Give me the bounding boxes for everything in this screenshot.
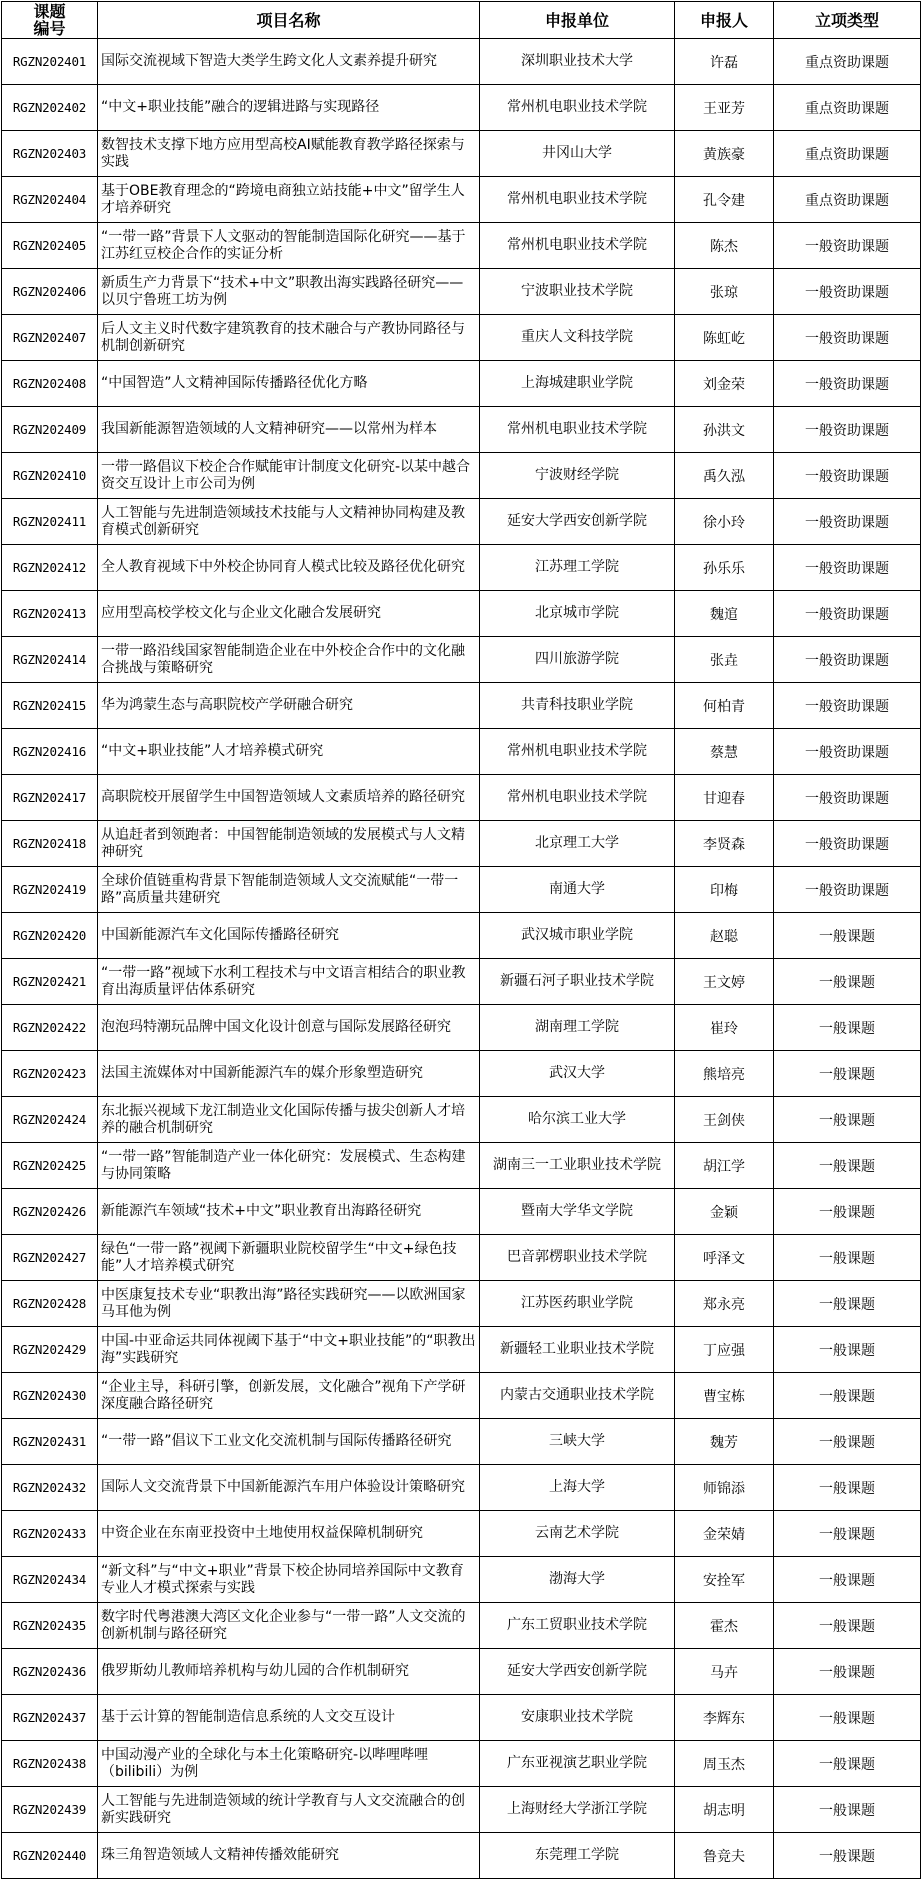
project-type: 一般课题 [774, 1741, 921, 1787]
applicant-person: 张垚 [675, 637, 774, 683]
project-code: RGZN202431 [2, 1419, 98, 1465]
project-code: RGZN202408 [2, 361, 98, 407]
project-type: 一般课题 [774, 1005, 921, 1051]
table-row [2, 85, 921, 131]
table-row [2, 1649, 921, 1695]
applicant-person: 霍杰 [675, 1603, 774, 1649]
project-name: 国际人文交流背景下中国新能源汽车用户体验设计策略研究 [98, 1465, 480, 1511]
table-row [2, 1511, 921, 1557]
project-type: 一般资助课题 [774, 637, 921, 683]
applicant-unit: 延安大学西安创新学院 [480, 499, 675, 545]
applicant-unit: 共青科技职业学院 [480, 683, 675, 729]
applicant-unit: 上海城建职业学院 [480, 361, 675, 407]
project-name: 华为鸿蒙生态与高职院校产学研融合研究 [98, 683, 480, 729]
table-row [2, 1235, 921, 1281]
project-name: 国际交流视域下智造大类学生跨文化人文素养提升研究 [98, 39, 480, 85]
project-code: RGZN202434 [2, 1557, 98, 1603]
project-type: 一般课题 [774, 1327, 921, 1373]
project-code: RGZN202437 [2, 1695, 98, 1741]
applicant-unit: 上海大学 [480, 1465, 675, 1511]
project-code: RGZN202406 [2, 269, 98, 315]
project-code: RGZN202436 [2, 1649, 98, 1695]
project-type: 一般课题 [774, 1557, 921, 1603]
table-row [2, 545, 921, 591]
applicant-unit: 延安大学西安创新学院 [480, 1649, 675, 1695]
project-type: 一般资助课题 [774, 683, 921, 729]
project-code: RGZN202413 [2, 591, 98, 637]
applicant-person: 甘迎春 [675, 775, 774, 821]
table-row [2, 1787, 921, 1833]
project-name: 数字时代粤港澳大湾区文化企业参与“一带一路”人文交流的创新机制与路径研究 [98, 1603, 480, 1649]
table-row [2, 315, 921, 361]
project-name: 基于OBE教育理念的“跨境电商独立站技能+中文”留学生人才培养研究 [98, 177, 480, 223]
header-row [2, 2, 921, 39]
applicant-person: 陈虹屹 [675, 315, 774, 361]
table-row [2, 361, 921, 407]
applicant-person: 李贤森 [675, 821, 774, 867]
project-code: RGZN202426 [2, 1189, 98, 1235]
table-row [2, 1833, 921, 1879]
applicant-person: 马卉 [675, 1649, 774, 1695]
table-row [2, 453, 921, 499]
project-name: 基于云计算的智能制造信息系统的人文交互设计 [98, 1695, 480, 1741]
project-type: 重点资助课题 [774, 39, 921, 85]
project-name: 高职院校开展留学生中国智造领域人文素质培养的路径研究 [98, 775, 480, 821]
applicant-person: 孙洪文 [675, 407, 774, 453]
applicant-person: 安拴军 [675, 1557, 774, 1603]
applicant-unit: 常州机电职业技术学院 [480, 223, 675, 269]
project-type: 一般课题 [774, 1833, 921, 1879]
project-code: RGZN202435 [2, 1603, 98, 1649]
project-name: 人工智能与先进制造领域技术技能与人文精神协同构建及教育模式创新研究 [98, 499, 480, 545]
table-row [2, 407, 921, 453]
table-row [2, 1741, 921, 1787]
project-name: “中文+职业技能”人才培养模式研究 [98, 729, 480, 775]
project-name: 一带一路沿线国家智能制造企业在中外校企合作中的文化融合挑战与策略研究 [98, 637, 480, 683]
applicant-unit: 广东亚视演艺职业学院 [480, 1741, 675, 1787]
header-unit: 申报单位 [480, 2, 675, 39]
project-name: 我国新能源智造领域的人文精神研究——以常州为样本 [98, 407, 480, 453]
project-type: 一般课题 [774, 1281, 921, 1327]
project-code: RGZN202403 [2, 131, 98, 177]
project-type: 一般资助课题 [774, 361, 921, 407]
project-code: RGZN202415 [2, 683, 98, 729]
header-code [2, 2, 98, 39]
table-row [2, 729, 921, 775]
project-code: RGZN202423 [2, 1051, 98, 1097]
table-body [2, 39, 921, 1879]
applicant-unit: 宁波职业技术学院 [480, 269, 675, 315]
table-row [2, 1143, 921, 1189]
project-type: 一般资助课题 [774, 499, 921, 545]
project-code: RGZN202419 [2, 867, 98, 913]
project-type: 一般课题 [774, 1373, 921, 1419]
project-type: 一般课题 [774, 1235, 921, 1281]
table-row [2, 1465, 921, 1511]
applicant-person: 金颖 [675, 1189, 774, 1235]
project-type: 一般课题 [774, 1051, 921, 1097]
table-row [2, 1281, 921, 1327]
project-name: 新质生产力背景下“技术+中文”职教出海实践路径研究——以贝宁鲁班工坊为例 [98, 269, 480, 315]
table-row [2, 591, 921, 637]
project-code: RGZN202418 [2, 821, 98, 867]
project-type: 一般资助课题 [774, 407, 921, 453]
project-type: 一般课题 [774, 1511, 921, 1557]
project-name: 人工智能与先进制造领域的统计学教育与人文交流融合的创新实践研究 [98, 1787, 480, 1833]
project-code: RGZN202422 [2, 1005, 98, 1051]
project-name: 一带一路倡议下校企合作赋能审计制度文化研究-以某中越合资交互设计上市公司为例 [98, 453, 480, 499]
applicant-unit: 三峡大学 [480, 1419, 675, 1465]
applicant-unit: 上海财经大学浙江学院 [480, 1787, 675, 1833]
table-row [2, 683, 921, 729]
applicant-person: 魏芳 [675, 1419, 774, 1465]
applicant-person: 孙乐乐 [675, 545, 774, 591]
table-row [2, 1327, 921, 1373]
applicant-person: 王剑侠 [675, 1097, 774, 1143]
project-code: RGZN202411 [2, 499, 98, 545]
applicant-person: 呼泽文 [675, 1235, 774, 1281]
applicant-person: 李辉东 [675, 1695, 774, 1741]
applicant-person: 鲁竞夫 [675, 1833, 774, 1879]
applicant-person: 王亚芳 [675, 85, 774, 131]
project-name: 中国动漫产业的全球化与本土化策略研究-以哔哩哔哩（bilibili）为例 [98, 1741, 480, 1787]
project-name: “一带一路”背景下人文驱动的智能制造国际化研究——基于江苏红豆校企合作的实证分析 [98, 223, 480, 269]
header-type: 立项类型 [774, 2, 921, 39]
applicant-person: 丁应强 [675, 1327, 774, 1373]
project-code: RGZN202433 [2, 1511, 98, 1557]
project-type: 一般资助课题 [774, 867, 921, 913]
project-code: RGZN202417 [2, 775, 98, 821]
project-type: 一般课题 [774, 959, 921, 1005]
table-row [2, 867, 921, 913]
table-row [2, 1051, 921, 1097]
applicant-unit: 常州机电职业技术学院 [480, 177, 675, 223]
table-row [2, 1373, 921, 1419]
project-name: 中国新能源汽车文化国际传播路径研究 [98, 913, 480, 959]
project-code: RGZN202409 [2, 407, 98, 453]
project-code: RGZN202432 [2, 1465, 98, 1511]
project-type: 一般课题 [774, 1143, 921, 1189]
project-code: RGZN202440 [2, 1833, 98, 1879]
project-code: RGZN202416 [2, 729, 98, 775]
project-name: 新能源汽车领域“技术+中文”职业教育出海路径研究 [98, 1189, 480, 1235]
project-code: RGZN202404 [2, 177, 98, 223]
applicant-unit: 内蒙古交通职业技术学院 [480, 1373, 675, 1419]
project-name: “一带一路”倡议下工业文化交流机制与国际传播路径研究 [98, 1419, 480, 1465]
project-code: RGZN202428 [2, 1281, 98, 1327]
project-name: 全球价值链重构背景下智能制造领域人文交流赋能“一带一路”高质量共建研究 [98, 867, 480, 913]
applicant-person: 赵聪 [675, 913, 774, 959]
table-row [2, 269, 921, 315]
project-type: 一般课题 [774, 1189, 921, 1235]
applicant-unit: 宁波财经学院 [480, 453, 675, 499]
project-name: 中医康复技术专业“职教出海”路径实践研究——以欧洲国家马耳他为例 [98, 1281, 480, 1327]
project-type: 一般课题 [774, 1649, 921, 1695]
project-type: 一般课题 [774, 1787, 921, 1833]
table-row [2, 131, 921, 177]
project-name: 中国-中亚命运共同体视阈下基于“中文+职业技能”的“职教出海”实践研究 [98, 1327, 480, 1373]
project-name: 后人文主义时代数字建筑教育的技术融合与产教协同路径与机制创新研究 [98, 315, 480, 361]
applicant-unit: 新疆石河子职业技术学院 [480, 959, 675, 1005]
project-code: RGZN202438 [2, 1741, 98, 1787]
project-code: RGZN202412 [2, 545, 98, 591]
project-type: 一般资助课题 [774, 269, 921, 315]
applicant-unit: 江苏理工学院 [480, 545, 675, 591]
table-row [2, 637, 921, 683]
applicant-unit: 常州机电职业技术学院 [480, 407, 675, 453]
table-row [2, 177, 921, 223]
applicant-unit: 广东工贸职业技术学院 [480, 1603, 675, 1649]
applicant-unit: 巴音郭楞职业技术学院 [480, 1235, 675, 1281]
project-name: “中国智造”人文精神国际传播路径优化方略 [98, 361, 480, 407]
applicant-person: 张琼 [675, 269, 774, 315]
project-code: RGZN202405 [2, 223, 98, 269]
applicant-person: 印梅 [675, 867, 774, 913]
table-row [2, 1189, 921, 1235]
project-type: 一般课题 [774, 1695, 921, 1741]
project-type: 一般课题 [774, 1465, 921, 1511]
applicant-person: 王文婷 [675, 959, 774, 1005]
applicant-unit: 江苏医药职业学院 [480, 1281, 675, 1327]
project-table [1, 1, 921, 1879]
applicant-unit: 重庆人文科技学院 [480, 315, 675, 361]
applicant-person: 孔令建 [675, 177, 774, 223]
applicant-unit: 常州机电职业技术学院 [480, 85, 675, 131]
applicant-unit: 深圳职业技术大学 [480, 39, 675, 85]
project-name: 东北振兴视域下龙江制造业文化国际传播与拔尖创新人才培养的融合机制研究 [98, 1097, 480, 1143]
applicant-person: 崔玲 [675, 1005, 774, 1051]
project-code: RGZN202424 [2, 1097, 98, 1143]
table-row [2, 223, 921, 269]
project-code: RGZN202402 [2, 85, 98, 131]
table-row [2, 775, 921, 821]
table-row [2, 1603, 921, 1649]
applicant-unit: 云南艺术学院 [480, 1511, 675, 1557]
applicant-unit: 武汉城市职业学院 [480, 913, 675, 959]
table-row [2, 499, 921, 545]
applicant-person: 徐小玲 [675, 499, 774, 545]
project-code: RGZN202420 [2, 913, 98, 959]
header-person: 申报人 [675, 2, 774, 39]
project-name: 珠三角智造领域人文精神传播效能研究 [98, 1833, 480, 1879]
project-type: 一般课题 [774, 1097, 921, 1143]
project-name: 全人教育视域下中外校企协同育人模式比较及路径优化研究 [98, 545, 480, 591]
applicant-person: 胡志明 [675, 1787, 774, 1833]
applicant-unit: 渤海大学 [480, 1557, 675, 1603]
project-name: “新文科”与“中文+职业”背景下校企协同培养国际中文教育专业人才模式探索与实践 [98, 1557, 480, 1603]
applicant-unit: 四川旅游学院 [480, 637, 675, 683]
project-code: RGZN202429 [2, 1327, 98, 1373]
project-name: “一带一路”智能制造产业一体化研究：发展模式、生态构建与协同策略 [98, 1143, 480, 1189]
applicant-unit: 湖南三一工业职业技术学院 [480, 1143, 675, 1189]
table-row [2, 1005, 921, 1051]
project-name: “中文+职业技能”融合的逻辑进路与实现路径 [98, 85, 480, 131]
project-name: 应用型高校学校文化与企业文化融合发展研究 [98, 591, 480, 637]
project-name: “企业主导，科研引擎，创新发展，文化融合”视角下产学研深度融合路径研究 [98, 1373, 480, 1419]
header-code-line2: 编号 [33, 19, 66, 38]
project-type: 重点资助课题 [774, 177, 921, 223]
project-name: 绿色“一带一路”视阈下新疆职业院校留学生“中文+绿色技能”人才培养模式研究 [98, 1235, 480, 1281]
project-code: RGZN202430 [2, 1373, 98, 1419]
applicant-unit: 南通大学 [480, 867, 675, 913]
project-type: 一般资助课题 [774, 315, 921, 361]
project-code: RGZN202401 [2, 39, 98, 85]
applicant-person: 周玉杰 [675, 1741, 774, 1787]
applicant-unit: 暨南大学华文学院 [480, 1189, 675, 1235]
project-name: 中资企业在东南亚投资中土地使用权益保障机制研究 [98, 1511, 480, 1557]
project-name: 俄罗斯幼儿教师培养机构与幼儿园的合作机制研究 [98, 1649, 480, 1695]
applicant-person: 蔡慧 [675, 729, 774, 775]
applicant-person: 刘金荣 [675, 361, 774, 407]
project-name: “一带一路”视域下水利工程技术与中文语言相结合的职业教育出海质量评估体系研究 [98, 959, 480, 1005]
applicant-person: 师锦添 [675, 1465, 774, 1511]
header-code-line1: 课题 [33, 2, 66, 21]
project-type: 一般资助课题 [774, 775, 921, 821]
project-type: 一般资助课题 [774, 729, 921, 775]
project-code: RGZN202414 [2, 637, 98, 683]
applicant-unit: 北京理工大学 [480, 821, 675, 867]
project-type: 一般课题 [774, 913, 921, 959]
table-row [2, 959, 921, 1005]
applicant-person: 何柏青 [675, 683, 774, 729]
applicant-unit: 常州机电职业技术学院 [480, 729, 675, 775]
applicant-person: 曹宝栋 [675, 1373, 774, 1419]
applicant-person: 魏逭 [675, 591, 774, 637]
header-name: 项目名称 [98, 2, 480, 39]
project-type: 一般课题 [774, 1603, 921, 1649]
applicant-person: 黄族豪 [675, 131, 774, 177]
project-type: 一般资助课题 [774, 453, 921, 499]
project-code: RGZN202421 [2, 959, 98, 1005]
project-code: RGZN202439 [2, 1787, 98, 1833]
applicant-unit: 哈尔滨工业大学 [480, 1097, 675, 1143]
applicant-person: 许磊 [675, 39, 774, 85]
project-type: 重点资助课题 [774, 85, 921, 131]
project-type: 一般资助课题 [774, 545, 921, 591]
applicant-person: 金荣婧 [675, 1511, 774, 1557]
table-row [2, 1097, 921, 1143]
applicant-unit: 北京城市学院 [480, 591, 675, 637]
table-row [2, 1557, 921, 1603]
project-type: 一般课题 [774, 1419, 921, 1465]
project-type: 重点资助课题 [774, 131, 921, 177]
project-type: 一般资助课题 [774, 821, 921, 867]
project-code: RGZN202425 [2, 1143, 98, 1189]
applicant-unit: 常州机电职业技术学院 [480, 775, 675, 821]
applicant-unit: 湖南理工学院 [480, 1005, 675, 1051]
project-code: RGZN202407 [2, 315, 98, 361]
table-row [2, 821, 921, 867]
applicant-unit: 新疆轻工业职业技术学院 [480, 1327, 675, 1373]
applicant-unit: 井冈山大学 [480, 131, 675, 177]
applicant-person: 郑永亮 [675, 1281, 774, 1327]
applicant-person: 胡江学 [675, 1143, 774, 1189]
applicant-person: 熊培亮 [675, 1051, 774, 1097]
project-code: RGZN202410 [2, 453, 98, 499]
applicant-unit: 安康职业技术学院 [480, 1695, 675, 1741]
applicant-person: 陈杰 [675, 223, 774, 269]
applicant-unit: 东莞理工学院 [480, 1833, 675, 1879]
table-row [2, 1695, 921, 1741]
project-type: 一般资助课题 [774, 223, 921, 269]
table-row [2, 1419, 921, 1465]
project-type: 一般资助课题 [774, 591, 921, 637]
project-name: 数智技术支撑下地方应用型高校AI赋能教育教学路径探索与实践 [98, 131, 480, 177]
project-name: 法国主流媒体对中国新能源汽车的媒介形象塑造研究 [98, 1051, 480, 1097]
project-name: 从追赶者到领跑者：中国智能制造领域的发展模式与人文精神研究 [98, 821, 480, 867]
project-name: 泡泡玛特潮玩品牌中国文化设计创意与国际发展路径研究 [98, 1005, 480, 1051]
applicant-person: 禹久泓 [675, 453, 774, 499]
table-row [2, 913, 921, 959]
applicant-unit: 武汉大学 [480, 1051, 675, 1097]
table-row [2, 39, 921, 85]
project-code: RGZN202427 [2, 1235, 98, 1281]
